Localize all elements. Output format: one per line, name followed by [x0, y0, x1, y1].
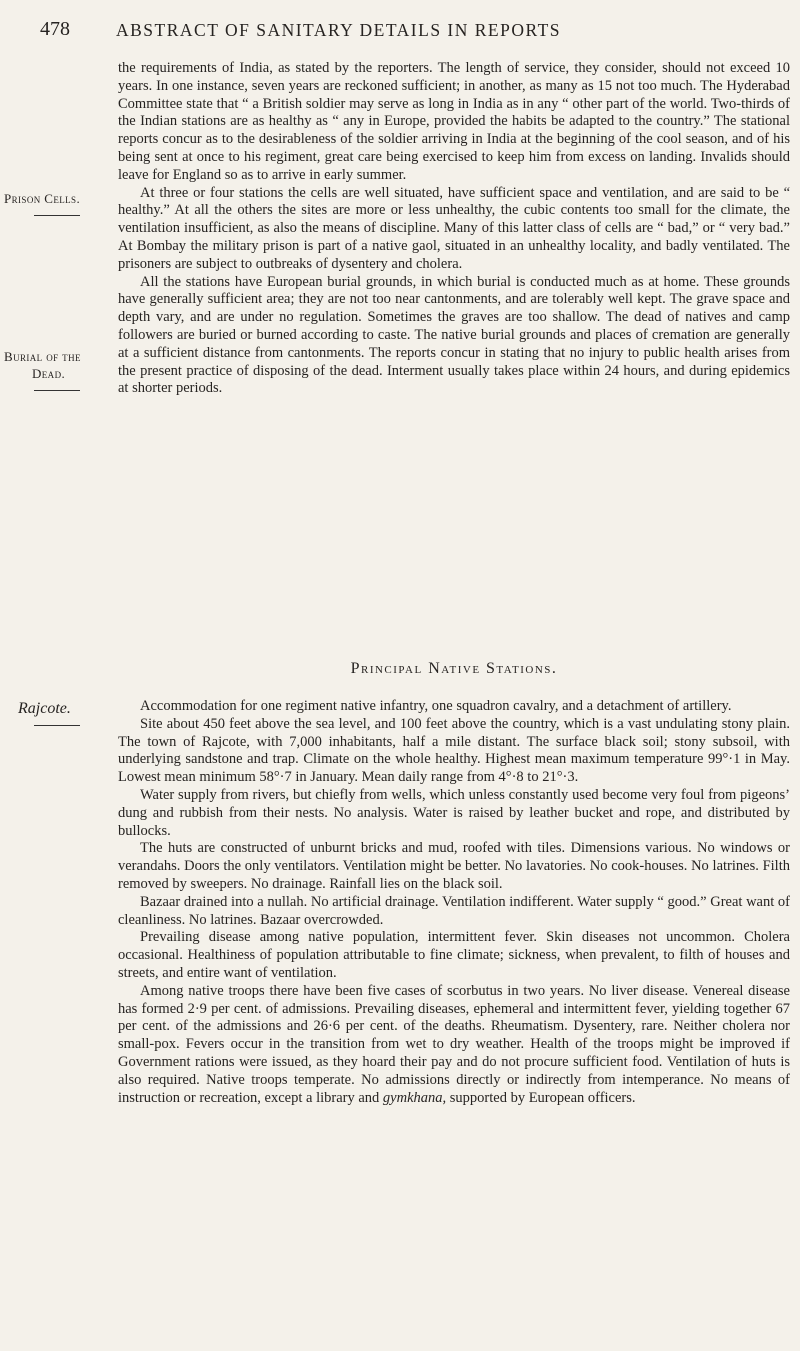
gymkhana-term: gymkhana, [382, 1089, 447, 1106]
paragraph-prison-cells: At three or four stations the cells are well situated, have sufficient space and ventilation, and are said to be “ healthy.” At all the others the sites are more or less unhealthy, the cubic contents too small for the climate, the ventilation insufficient, as also the means of discipline. Many of this latter class of cells are “ bad,” or “ very bad.” At Bombay the military prison is part of a native gaol, situated in an unhealthy locality, and badly ventilated. The prisoners are subject to outbreaks of dysentery and cholera. [118, 184, 790, 272]
troops-text: Among native troops there have been five cases of scorbutus in two years. No liver disease. Venereal disease has formed 2·9 per cent. of admissions. Prevailing diseases, ephemeral and intermittent fever, yielding together 67 per cent. of the admissions and 26·6 per cent. of the deaths. Rheumatism. Dysentery, rare. Neither cholera nor small-pox. Fevers occur in the transition from wet to dry weather. Health of the troops might be improved if Government rations were issued, as they hoard their pay and do not procure sufficient food. Ventilation of huts is also required. Native troops temperate. No admissions directly or indirectly from intemperance. No means of instruction or recreation, except a library and [118, 982, 790, 1106]
sidenote-burial-line1: Burial of the [4, 349, 81, 364]
page-header [40, 18, 760, 48]
paragraph-native-troops [118, 983, 790, 1108]
paragraph-burial: All the stations have European burial grounds, in which burial is conducted much as at home. These grounds have generally sufficient area; they are not too near cantonments, and are tolerably well kept. The grave space and depth vary, and are under no regulation. Sometimes the graves are too shallow. The dead of natives and camp followers are buried or burned according to caste. The native burial grounds and places of cremation are generally at a sufficient distance from cantonments. The reports concur in stating that no injury to public health arises from the present practice of disposing of the dead. Interment usually takes place within 24 hours, and during epidemics at shorter periods. [118, 273, 790, 397]
page-number: 478 [40, 18, 70, 40]
sidenote-dash [34, 725, 80, 726]
paragraph-bazaar: Bazaar drained into a nullah. No artificial drainage. Ventilation indifferent. Water supply “ good.” Great want of cleanliness. No latrines. Bazaar overcrowded. [118, 893, 790, 928]
paragraph-site: Site about 450 feet above the sea level, and 100 feet above the country, which is a vast undulating stony plain. The town of Rajcote, with 7,000 inhabitants, half a mile distant. The surface black soil; stony subsoil, with underlying sandstone and trap. Climate on the whole healthy. Highest mean maximum temperature 99°·1 in May. Lowest mean minimum 58°·7 in January. Mean daily range from 4°·8 to 21°·3. [118, 715, 790, 786]
paragraph-water: Water supply from rivers, but chiefly from wells, which unless constantly used become very foul from pigeons’ dung and rubbish from their nests. No analysis. Water is raised by leather bucket and rope, and distributed by bullocks. [118, 786, 790, 839]
section-heading: Principal Native Stations. [350, 660, 558, 677]
text-block-rajcote [118, 698, 790, 1107]
sidenote-rajcote: Rajcote. [18, 700, 71, 717]
sidenote-burial [4, 348, 81, 382]
paragraph-service-length: the requirements of India, as stated by the reporters. The length of service, they consider, should not exceed 10 years. In one instance, seven years are reckoned sufficient; in another, as many as 15 not too much. The Hyderabad Committee state that “ a British soldier may serve as long in India as in any “ other part of the world. Two-thirds of the Indian stations are as healthy as “ any in Europe, provided the habits be adapted to the country.” The stational reports concur as to the desirableness of the soldier arriving in India at the beginning of the cool season, and of his being sent at once to his regiment, great care being exercised to keep him from excess on landing. Invalids should leave for England so as to arrive in early summer. [118, 60, 790, 183]
sidenote-dash [34, 390, 80, 391]
paragraph-huts: The huts are constructed of unburnt bricks and mud, roofed with tiles. Dimensions various. No windows or verandahs. Doors the only ventilators. Ventilation might be better. No lavatories. No cook-houses. No latrines. Filth removed by sweepers. No drainage. Rainfall lies on the black soil. [118, 840, 790, 892]
paragraph-disease: Prevailing disease among native population, intermittent fever. Skin diseases not uncommon. Cholera occasional. Healthiness of population attributable to fine climate; sickness, when prevalent, to filth of houses and streets, and entire want of ventilation. [118, 929, 790, 981]
sidenote-dash [34, 215, 80, 216]
sidenote-prison-label: Prison Cells. [4, 191, 81, 206]
sidenote-burial-line2: Dead. [32, 366, 66, 381]
running-head: ABSTRACT OF SANITARY DETAILS IN REPORTS [116, 20, 562, 40]
paragraph-accommodation: Accommodation for one regiment native infantry, one squadron cavalry, and a detachment of artillery. [140, 698, 732, 714]
text-block-top [118, 60, 790, 398]
troops-text-end: supported by European officers. [449, 1089, 636, 1106]
sidenote-prison-cells [4, 190, 80, 207]
